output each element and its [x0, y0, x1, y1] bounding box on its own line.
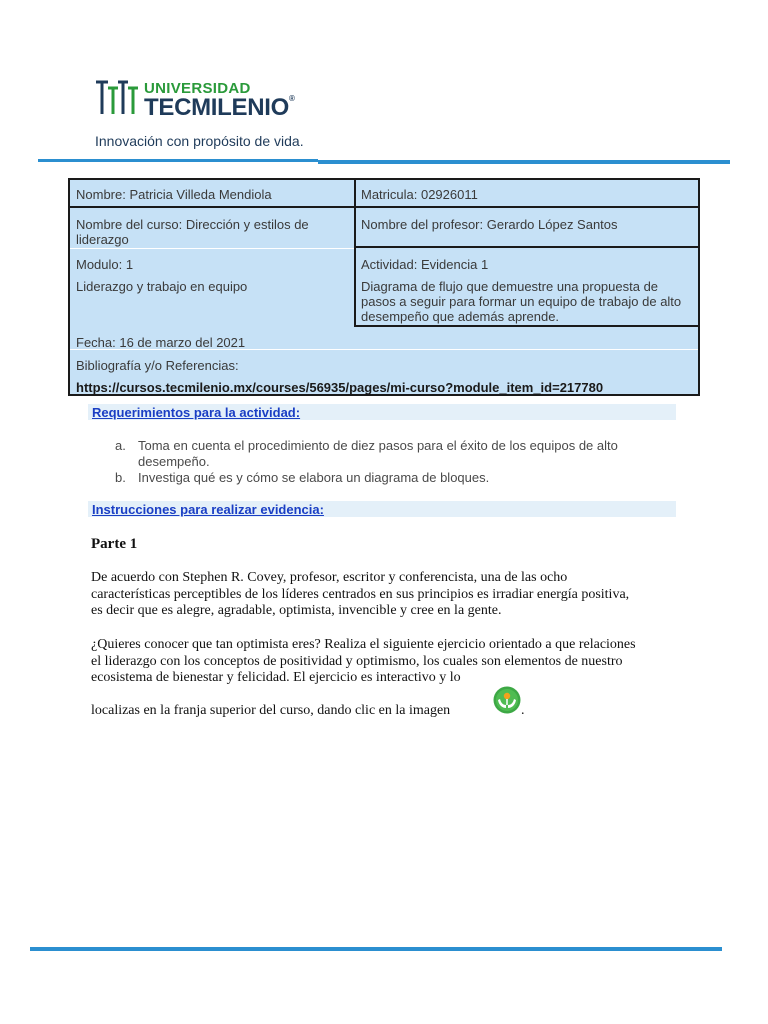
- part-heading: Parte 1: [91, 536, 138, 552]
- hands-plant-icon[interactable]: [493, 686, 521, 714]
- table-divider: [354, 180, 356, 327]
- logo-universidad-text: UNIVERSIDAD: [144, 80, 251, 97]
- paragraph: ¿Quieres conocer que tan optimista eres? Realiza el siguiente ejercicio orientado a que relaciones el liderazgo con los conceptos de positividad y optimismo, los cuales son elementos de nuestro ecosistema de bienestar y felicidad. El ejercicio es interactivo y lo: [91, 637, 636, 685]
- paragraph-end: .: [521, 703, 525, 718]
- table-divider: [354, 246, 698, 248]
- header-rule-left: [38, 159, 318, 162]
- module-number: Modulo: 1: [76, 257, 134, 272]
- list-item: Toma en cuenta el procedimiento de diez pasos para el éxito de los equipos de alto desempeño.: [138, 438, 618, 469]
- footer-rule: [30, 947, 722, 951]
- requirements-heading: Requerimientos para la actividad:: [92, 405, 301, 420]
- logo-tecmilenio-text: TECMILENIO®: [144, 94, 295, 121]
- table-divider: [354, 325, 698, 327]
- list-marker: a.: [115, 438, 126, 453]
- tecmilenio-logo-icon: [94, 78, 140, 118]
- activity-name: Actividad: Evidencia 1: [361, 257, 489, 272]
- table-divider: [70, 206, 698, 208]
- logo-tagline: Innovación con propósito de vida.: [95, 133, 304, 149]
- paragraph: De acuerdo con Stephen R. Covey, profesor, escritor y conferencista, una de las ocho características perceptibles de los líderes centrados en sus principios es irradiar energía positiva, es decir que es alegre, agradable, optimista, invencible y cree en la gente.: [91, 570, 630, 618]
- reference-link[interactable]: https://cursos.tecmilenio.mx/courses/56935/pages/mi-curso?module_item_id=217780: [76, 380, 604, 395]
- module-name: Liderazgo y trabajo en equipo: [76, 279, 248, 294]
- student-name: Nombre: Patricia Villeda Mendiola: [76, 187, 272, 202]
- date: Fecha: 16 de marzo del 2021: [76, 335, 246, 350]
- activity-description: Diagrama de flujo que demuestre una propuesta de pasos a seguir para formar un equipo de trabajo de alto desempeño que además aprende.: [361, 279, 682, 324]
- student-id: Matricula: 02926011: [361, 187, 478, 202]
- paragraph: localizas en la franja superior del curso, dando clic en la imagen: [91, 703, 451, 718]
- table-divider: [70, 248, 354, 249]
- bibliography-label: Bibliografía y/o Referencias:: [76, 358, 239, 373]
- university-logo: [82, 40, 322, 164]
- professor-name: Nombre del profesor: Gerardo López Santos: [361, 217, 618, 232]
- header-rule-right: [318, 160, 730, 164]
- student-info-table: [68, 178, 700, 396]
- instructions-heading: Instrucciones para realizar evidencia:: [92, 502, 324, 517]
- list-marker: b.: [115, 470, 126, 485]
- course-name: Nombre del curso: Dirección y estilos de liderazgo: [76, 217, 309, 247]
- list-item: Investiga qué es y cómo se elabora un diagrama de bloques.: [138, 470, 490, 485]
